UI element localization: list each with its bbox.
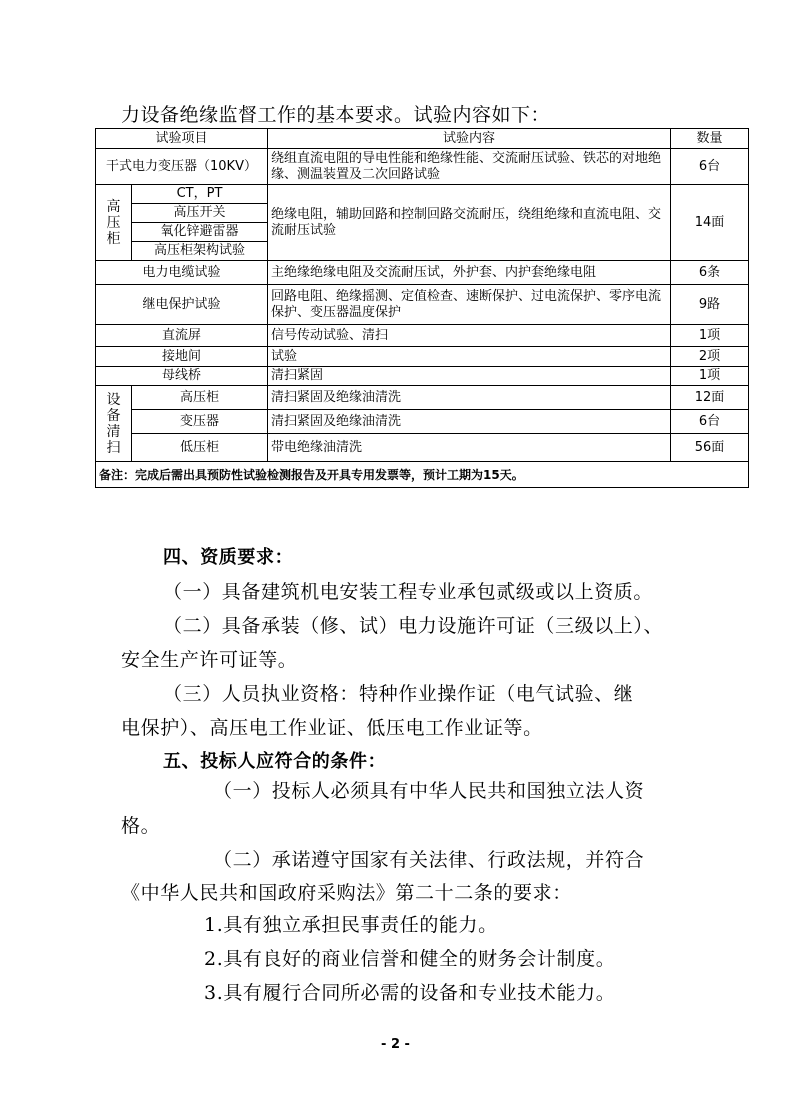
row-qty: 9路 bbox=[671, 285, 749, 325]
row-content: 绝缘电阻，辅助回路和控制回路交流耐压，绕组绝缘和直流电阻、交流耐压试验 bbox=[268, 185, 671, 261]
row-content: 试验 bbox=[268, 347, 671, 367]
row-item: 直流屏 bbox=[96, 325, 268, 347]
table-row bbox=[96, 185, 749, 204]
row-content: 主绝缘绝缘电阻及交流耐压试，外护套、内护套绝缘电阻 bbox=[268, 261, 671, 285]
row-item: 氧化锌避雷器 bbox=[132, 223, 268, 242]
section-5-paragraph: （二）承诺遵守国家有关法律、行政法规，并符合 bbox=[213, 849, 645, 871]
section-5-paragraph: （一）投标人必须具有中华人民共和国独立法人资 bbox=[213, 780, 645, 802]
row-qty: 6台 bbox=[671, 410, 749, 434]
row-item: 接地间 bbox=[96, 347, 268, 367]
table-row bbox=[96, 149, 749, 185]
table-row bbox=[96, 261, 749, 285]
list-item: 1.具有独立承担民事责任的能力。 bbox=[204, 914, 498, 936]
section-5-paragraph: 格。 bbox=[121, 815, 161, 837]
row-item: 电力电缆试验 bbox=[96, 261, 268, 285]
section-4-paragraph: （二）具备承装（修、试）电力设施许可证（三级以上）、 bbox=[163, 615, 664, 637]
row-item: 高压开关 bbox=[132, 204, 268, 223]
header-qty: 数量 bbox=[671, 129, 749, 149]
table-row bbox=[96, 434, 749, 462]
list-item: 3.具有履行合同所必需的设备和专业技术能力。 bbox=[204, 982, 616, 1004]
page-number: - 2 - bbox=[381, 1037, 410, 1052]
table-note-row bbox=[96, 462, 749, 488]
row-content: 回路电阻、绝缘摇测、定值检查、速断保护、过电流保护、零序电流保护、变压器温度保护 bbox=[268, 285, 671, 325]
row-item: 高压柜架构试验 bbox=[132, 242, 268, 261]
row-item: 干式电力变压器（10KV） bbox=[96, 149, 268, 185]
row-item: 低压柜 bbox=[132, 434, 268, 462]
section-4-paragraph: 电保护）、高压电工作业证、低压电工作业证等。 bbox=[121, 717, 543, 739]
row-qty: 1项 bbox=[671, 325, 749, 347]
row-qty: 6条 bbox=[671, 261, 749, 285]
section-5-paragraph: 《中华人民共和国政府采购法》第二十二条的要求： bbox=[121, 882, 572, 904]
row-qty: 12面 bbox=[671, 386, 749, 410]
table-row bbox=[96, 410, 749, 434]
test-content-table bbox=[95, 128, 749, 488]
row-content: 清扫紧固及绝缘油清洗 bbox=[268, 386, 671, 410]
table-note: 备注：完成后需出具预防性试验检测报告及开具专用发票等，预计工期为15天。 bbox=[96, 462, 749, 488]
section-4-paragraph: 安全生产许可证等。 bbox=[121, 649, 298, 671]
equipment-cleaning-group-label: 设 备 清 扫 bbox=[96, 386, 132, 462]
row-qty: 2项 bbox=[671, 347, 749, 367]
row-content: 清扫紧固及绝缘油清洗 bbox=[268, 410, 671, 434]
row-content: 绕组直流电阻的导电性能和绝缘性能、交流耐压试验、铁芯的对地绝缘、测温装置及二次回路试验 bbox=[268, 149, 671, 185]
header-content: 试验内容 bbox=[268, 129, 671, 149]
row-item: 母线桥 bbox=[96, 367, 268, 386]
row-item: 继电保护试验 bbox=[96, 285, 268, 325]
table-row bbox=[96, 386, 749, 410]
table-header-row bbox=[96, 129, 749, 149]
row-content: 信号传动试验、清扫 bbox=[268, 325, 671, 347]
section-4-paragraph: （三）人员执业资格：特种作业操作证（电气试验、继 bbox=[163, 683, 634, 705]
intro-text: 力设备绝缘监督工作的基本要求。试验内容如下： bbox=[121, 104, 551, 126]
table-row bbox=[96, 285, 749, 325]
row-qty: 56面 bbox=[671, 434, 749, 462]
header-item: 试验项目 bbox=[96, 129, 268, 149]
table-row bbox=[96, 325, 749, 347]
table-row bbox=[96, 347, 749, 367]
row-item: CT，PT bbox=[132, 185, 268, 204]
row-item: 高压柜 bbox=[132, 386, 268, 410]
section-5-heading: 五、投标人应符合的条件： bbox=[163, 751, 387, 772]
row-qty: 14面 bbox=[671, 185, 749, 261]
row-item: 变压器 bbox=[132, 410, 268, 434]
section-4-paragraph: （一）具备建筑机电安装工程专业承包贰级或以上资质。 bbox=[163, 581, 654, 603]
row-content: 带电绝缘油清洗 bbox=[268, 434, 671, 462]
section-4-heading: 四、资质要求： bbox=[163, 547, 294, 568]
table-row bbox=[96, 367, 749, 386]
row-qty: 1项 bbox=[671, 367, 749, 386]
hv-cabinet-group-label: 高 压 柜 bbox=[96, 185, 132, 261]
row-content: 清扫紧固 bbox=[268, 367, 671, 386]
list-item: 2.具有良好的商业信誉和健全的财务会计制度。 bbox=[204, 948, 616, 970]
row-qty: 6台 bbox=[671, 149, 749, 185]
